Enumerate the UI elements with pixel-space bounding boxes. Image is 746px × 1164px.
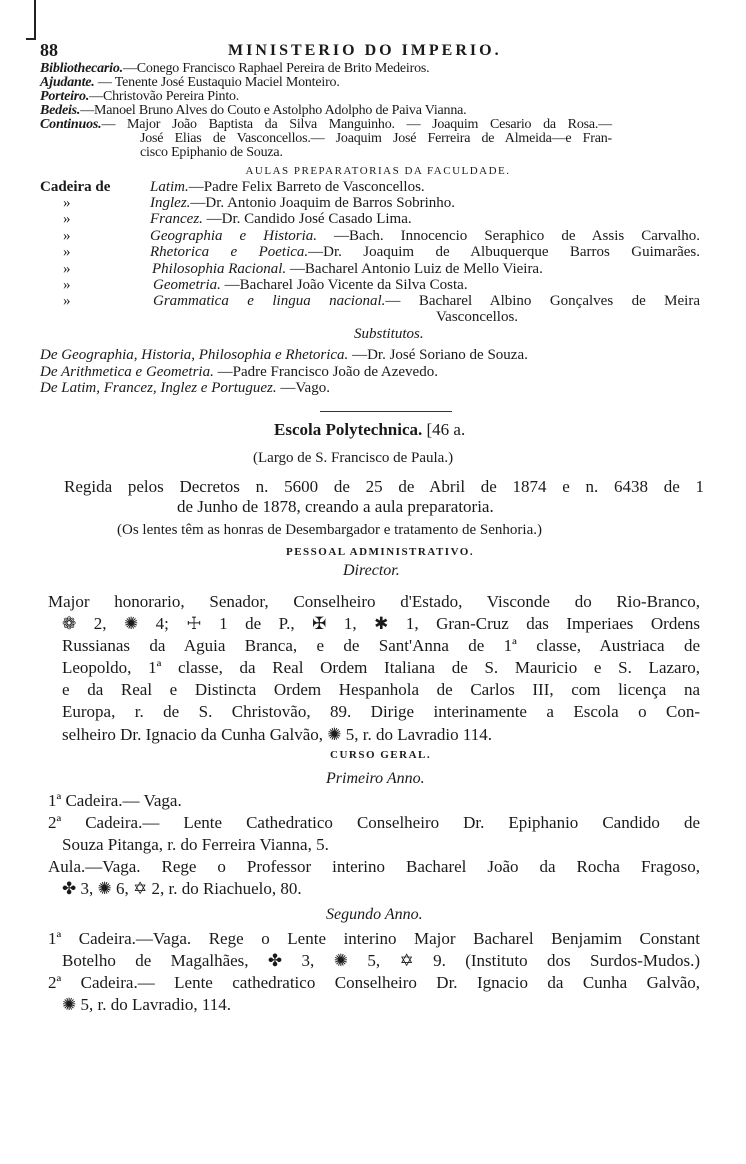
- cadeira-line: 1ª Cadeira.— Vaga.: [48, 791, 182, 810]
- cadeira-line: ✺ 5, r. do Lavradio, 114.: [62, 995, 231, 1014]
- decree-line: Regida pelos Decretos n. 5600 de 25 de Abril de 1874 e n. 6438 de 1: [64, 477, 704, 496]
- aula-row-cont: Vasconcellos.: [436, 309, 519, 325]
- staff-line: Ajudante. — Tenente José Eustaquio Maciel Monteiro.: [40, 75, 340, 90]
- escola-title: Escola Polytechnica. [46 a.: [274, 420, 466, 439]
- staff-line: Continuos.— Major João Baptista da Silva Manguinho. — Joaquim Cesario da Rosa.—: [40, 117, 612, 132]
- page-number: 88: [40, 40, 58, 60]
- director-line: Major honorario, Senador, Conselheiro d'Estado, Visconde do Rio-Branco,: [48, 592, 700, 611]
- aula-row: Inglez.—Dr. Antonio Joaquim de Barros Sobrinho.: [150, 195, 455, 211]
- section-heading: PESSOAL ADMINISTRATIVO.: [286, 546, 475, 558]
- honours-note: (Os lentes têm as honras de Desembargador e tratamento de Senhoria.): [117, 522, 542, 538]
- cadeira-line: ✤ 3, ✺ 6, ✡ 2, r. do Riachuelo, 80.: [62, 879, 302, 898]
- director-heading: Director.: [343, 562, 400, 579]
- cadeira-line: Botelho de Magalhães, ✤ 3, ✺ 5, ✡ 9. (Instituto dos Surdos-Mudos.): [62, 951, 700, 970]
- staff-line: Porteiro.—Christovão Pereira Pinto.: [40, 89, 240, 104]
- ditto-mark: »: [63, 244, 71, 260]
- director-line: selheiro Dr. Ignacio da Cunha Galvão, ✺ 5, r. do Lavradio 114.: [62, 725, 493, 744]
- cadeira-line: 1ª Cadeira.—Vaga. Rege o Lente interino Major Bacharel Benjamim Constant: [48, 929, 700, 948]
- cadeira-line: Aula.—Vaga. Rege o Professor interino Bacharel João da Rocha Fragoso,: [48, 857, 700, 876]
- cadeira-line: 2ª Cadeira.— Lente Cathedratico Conselheiro Dr. Epiphanio Candido de: [48, 813, 700, 832]
- ditto-mark: »: [63, 277, 71, 293]
- year-heading: Segundo Anno.: [326, 906, 423, 923]
- aula-row: Philosophia Racional. —Bacharel Antonio Luiz de Mello Vieira.: [152, 261, 543, 277]
- staff-line-cont: José Elias de Vasconcellos.— Joaquim José Ferreira de Almeida—e Fran-: [140, 131, 612, 146]
- substituto-row: De Latim, Francez, Inglez e Portuguez. —Vago.: [40, 380, 330, 396]
- year-heading: Primeiro Anno.: [326, 770, 425, 787]
- aula-row: Geometria. —Bacharel João Vicente da Silva Costa.: [153, 277, 468, 293]
- staff-line-cont: cisco Epiphanio de Souza.: [140, 145, 283, 160]
- substituto-row: De Geographia, Historia, Philosophia e Rhetorica. —Dr. José Soriano de Souza.: [40, 347, 528, 363]
- cadeira-line: 2ª Cadeira.— Lente cathedratico Conselheiro Dr. Ignacio da Cunha Galvão,: [48, 973, 700, 992]
- aula-row: Geographia e Historia. —Bach. Innocencio Seraphico de Assis Carvalho.: [150, 228, 700, 244]
- aula-row: Latim.—Padre Felix Barreto de Vasconcellos.: [150, 179, 425, 195]
- cadeira-line: Souza Pitanga, r. do Ferreira Vianna, 5.: [62, 835, 329, 854]
- director-line: ❁ 2, ✺ 4; ☩ 1 de P., ✠ 1, ✱ 1, Gran-Cruz das Imperiaes Ordens: [62, 614, 700, 633]
- staff-line: Bibliothecario.—Conego Francisco Raphael Pereira de Brito Medeiros.: [40, 61, 430, 76]
- section-heading: AULAS PREPARATORIAS DA FACULDADE.: [245, 165, 511, 177]
- aula-row: Francez. —Dr. Candido José Casado Lima.: [150, 211, 412, 227]
- page-title: MINISTERIO DO IMPERIO.: [228, 42, 502, 59]
- aula-row: Rhetorica e Poetica.—Dr. Joaquim de Albuquerque Barros Guimarães.: [150, 244, 700, 260]
- ditto-mark: »: [63, 261, 71, 277]
- decree-line: de Junho de 1878, creando a aula preparatoria.: [177, 497, 494, 516]
- director-line: e da Real e Distincta Ordem Hespanhola de Carlos III, com licença na: [62, 680, 700, 699]
- ditto-mark: »: [63, 211, 71, 227]
- aula-row: Grammatica e lingua nacional.— Bacharel Albino Gonçalves de Meira: [153, 293, 700, 309]
- section-divider: [320, 411, 452, 412]
- scan-margin-mark: [34, 0, 36, 40]
- director-line: Europa, r. de S. Christovão, 89. Dirige interinamente a Escola o Con-: [62, 702, 700, 721]
- ditto-mark: »: [63, 195, 71, 211]
- staff-line: Bedeis.—Manoel Bruno Alves do Couto e Astolpho Adolpho de Paiva Vianna.: [40, 103, 467, 118]
- escola-address: (Largo de S. Francisco de Paula.): [253, 450, 454, 466]
- ditto-mark: »: [63, 228, 71, 244]
- ditto-mark: »: [63, 293, 71, 309]
- substituto-row: De Arithmetica e Geometria. —Padre Francisco João de Azevedo.: [40, 364, 438, 380]
- director-line: Russianas da Aguia Branca, e de Sant'Anna de 1ª classe, Austriaca de: [62, 636, 700, 655]
- director-line: Leopoldo, 1ª classe, da Real Ordem Italiana de S. Mauricio e S. Lazaro,: [62, 658, 700, 677]
- aula-prefix: Cadeira de: [40, 179, 111, 195]
- substitutos-heading: Substitutos.: [354, 326, 424, 342]
- scan-margin-mark: [26, 38, 36, 40]
- section-heading: CURSO GERAL.: [330, 749, 432, 761]
